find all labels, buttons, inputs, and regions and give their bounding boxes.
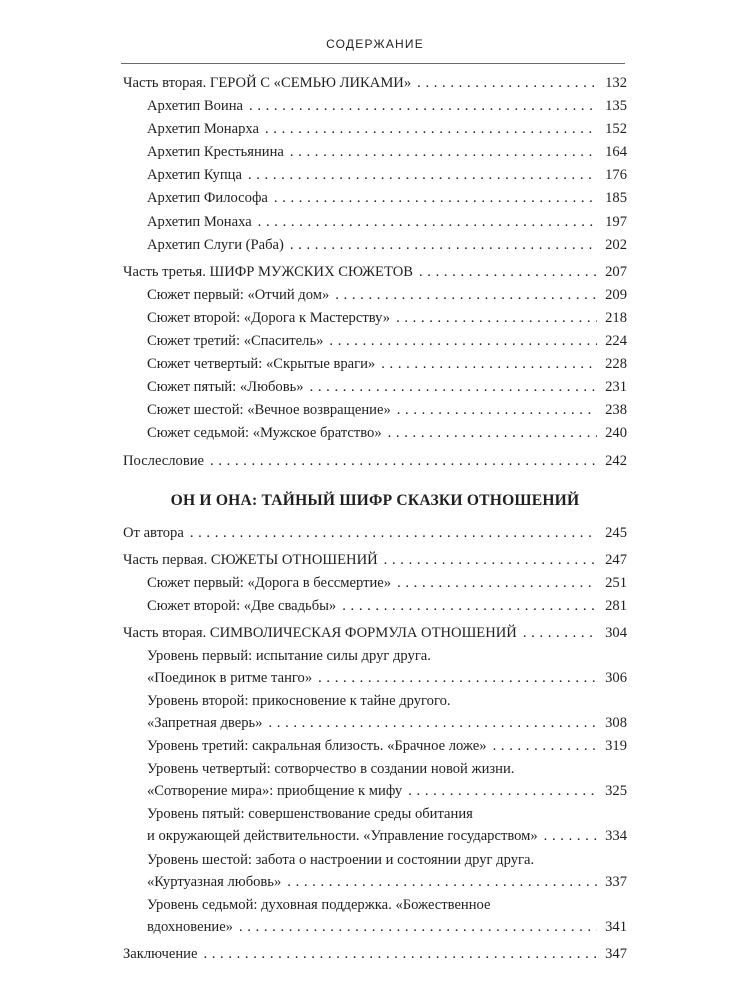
dot-leader: [290, 141, 597, 164]
toc-entry[interactable]: [123, 307, 627, 330]
page-number: 238: [605, 402, 627, 419]
header-rule: [121, 63, 625, 64]
entry-title: Архетип Философа: [147, 190, 268, 207]
entry-title: Сюжет четвертый: «Скрытые враги»: [147, 356, 376, 373]
entry-title-line1: Уровень седьмой: духовная поддержка. «Божественное: [147, 896, 491, 913]
page-number: 319: [605, 738, 627, 755]
dot-leader: [249, 95, 597, 118]
running-header: СОДЕРЖАНИЕ: [326, 37, 424, 51]
entry-title: Часть вторая. ГЕРОЙ С «СЕМЬЮ ЛИКАМИ»: [123, 75, 412, 91]
dot-leader: [258, 211, 597, 234]
dot-leader: [287, 871, 597, 894]
page-number: 152: [605, 121, 627, 138]
toc-entry-level[interactable]: [123, 645, 627, 690]
page-number: 202: [605, 236, 627, 253]
page-number: 304: [605, 624, 627, 641]
entry-title: Архетип Купца: [147, 167, 242, 184]
toc-entry[interactable]: [123, 595, 627, 618]
section-heading: ОН И ОНА: ТАЙНЫЙ ШИФР СКАЗКИ ОТНОШЕНИЙ: [170, 491, 580, 509]
entry-title-line1: Уровень пятый: совершенствование среды обитания: [147, 806, 473, 823]
dot-leader: [268, 712, 597, 735]
toc-entry-level[interactable]: [123, 758, 627, 803]
entry-title: Архетип Монаха: [147, 213, 252, 230]
dot-leader: [274, 187, 597, 210]
dot-leader: [397, 399, 597, 422]
page-number: 240: [605, 425, 627, 442]
dot-leader: [384, 549, 597, 572]
toc-entry[interactable]: [123, 95, 627, 118]
toc-entry[interactable]: [123, 187, 627, 210]
dot-leader: [408, 780, 597, 803]
entry-title: Сюжет третий: «Спаситель»: [147, 333, 324, 350]
toc-entry-level[interactable]: [123, 849, 627, 894]
toc-entry-afterword[interactable]: [123, 450, 627, 473]
entry-title-line2: «Поединок в ритме танго»: [147, 670, 313, 687]
entry-title-line2: «Куртуазная любовь»: [147, 873, 282, 890]
toc-entry-level[interactable]: [123, 735, 627, 758]
toc-entry-part-two[interactable]: [123, 72, 627, 95]
page-number: 132: [605, 75, 627, 91]
entry-title-line1: Уровень четвертый: сотворчество в создании новой жизни.: [147, 761, 515, 778]
page-number: 197: [605, 213, 627, 230]
dot-leader: [335, 284, 597, 307]
page-number: 245: [605, 524, 627, 541]
table-of-contents: [123, 72, 627, 966]
entry-title: Послесловие: [123, 452, 205, 469]
page-number: 164: [605, 144, 627, 161]
toc-entry[interactable]: [123, 572, 627, 595]
toc-entry-level[interactable]: [123, 690, 627, 735]
dot-leader: [318, 667, 597, 690]
entry-title-line1: Уровень первый: испытание силы друг друга.: [147, 648, 431, 665]
toc-entry-level[interactable]: [123, 894, 627, 939]
entry-title: От автора: [123, 524, 184, 541]
dot-leader: [342, 595, 597, 618]
dot-leader: [544, 825, 597, 848]
dot-leader: [419, 261, 597, 284]
toc-entry-part-three[interactable]: [123, 261, 627, 284]
toc-entry[interactable]: [123, 118, 627, 141]
page-number: 308: [605, 715, 627, 732]
entry-title: Часть вторая. СИМВОЛИЧЕСКАЯ ФОРМУЛА ОТНОШЕНИЙ: [123, 624, 517, 641]
page-number: 218: [605, 309, 627, 326]
page-number: 325: [605, 783, 627, 800]
page-number: 281: [605, 597, 627, 614]
entry-title: Сюжет первый: «Дорога в бессмертие»: [147, 574, 392, 591]
dot-leader: [493, 735, 597, 758]
dot-leader: [329, 330, 597, 353]
entry-title-line2: «Запретная дверь»: [147, 715, 263, 732]
dot-leader: [190, 522, 597, 545]
toc-entry[interactable]: [123, 164, 627, 187]
toc-entry[interactable]: [123, 284, 627, 307]
entry-title-line1: Уровень шестой: забота о настроении и состоянии друг друга.: [147, 851, 535, 868]
entry-title: Часть третья. ШИФР МУЖСКИХ СЮЖЕТОВ: [123, 263, 413, 280]
dot-leader: [239, 916, 597, 939]
entry-title-line2: вдохновение»: [147, 918, 233, 935]
dot-leader: [210, 450, 597, 473]
entry-title-line1: Уровень второй: прикосновение к тайне другого.: [147, 693, 451, 710]
page-number: 251: [605, 574, 627, 591]
entry-title: Архетип Монарха: [147, 121, 259, 138]
toc-entry-part-one[interactable]: [123, 549, 627, 572]
entry-title-line2: и окружающей действительности. «Управление государством»: [147, 828, 538, 845]
entry-title: Архетип Воина: [147, 98, 244, 115]
page-number: 247: [605, 551, 627, 568]
entry-title: Сюжет второй: «Две свадьбы»: [147, 597, 337, 614]
page-number: 334: [605, 828, 627, 845]
toc-entry[interactable]: [123, 422, 627, 445]
toc-entry-level[interactable]: [123, 803, 627, 848]
dot-leader: [203, 943, 597, 966]
toc-entry[interactable]: [123, 211, 627, 234]
entry-title: Архетип Крестьянина: [147, 144, 284, 161]
toc-entry[interactable]: [123, 399, 627, 422]
page-number: 224: [605, 333, 627, 350]
entry-title-line2: «Сотворение мира»: приобщение к мифу: [147, 783, 403, 800]
page-number: 242: [605, 452, 627, 469]
page-number: 341: [605, 918, 627, 935]
dot-leader: [417, 72, 597, 95]
toc-entry[interactable]: [123, 234, 627, 257]
dot-leader: [310, 376, 597, 399]
page-number: 347: [605, 945, 627, 962]
entry-title: Уровень третий: сакральная близость. «Брачное ложе»: [147, 738, 487, 755]
page-number: 135: [605, 98, 627, 115]
page-number: 176: [605, 167, 627, 184]
toc-entry[interactable]: [123, 330, 627, 353]
page-number: 337: [605, 873, 627, 890]
page-number: 231: [605, 379, 627, 396]
page-number: 228: [605, 356, 627, 373]
toc-entry[interactable]: [123, 353, 627, 376]
entry-title: Сюжет пятый: «Любовь»: [147, 379, 304, 396]
page-number: 185: [605, 190, 627, 207]
entry-title: Сюжет второй: «Дорога к Мастерству»: [147, 309, 391, 326]
dot-leader: [388, 422, 597, 445]
dot-leader: [397, 572, 597, 595]
dot-leader: [290, 234, 597, 257]
dot-leader: [523, 622, 597, 645]
dot-leader: [265, 118, 597, 141]
page-number: 209: [605, 286, 627, 303]
entry-title: Часть первая. СЮЖЕТЫ ОТНОШЕНИЙ: [123, 551, 378, 568]
toc-entry[interactable]: [123, 141, 627, 164]
dot-leader: [381, 353, 597, 376]
toc-entry-conclusion[interactable]: [123, 943, 627, 966]
dot-leader: [396, 307, 597, 330]
page-number: 207: [605, 263, 627, 280]
entry-title: Заключение: [123, 945, 198, 962]
toc-entry-from-author[interactable]: [123, 522, 627, 545]
entry-title: Сюжет первый: «Отчий дом»: [147, 286, 330, 303]
toc-entry-part-two-relations[interactable]: [123, 622, 627, 645]
page-number: 306: [605, 670, 627, 687]
entry-title: Архетип Слуги (Раба): [147, 236, 284, 253]
toc-entry[interactable]: [123, 376, 627, 399]
entry-title: Сюжет шестой: «Вечное возвращение»: [147, 402, 391, 419]
dot-leader: [248, 164, 597, 187]
entry-title: Сюжет седьмой: «Мужское братство»: [147, 425, 382, 442]
